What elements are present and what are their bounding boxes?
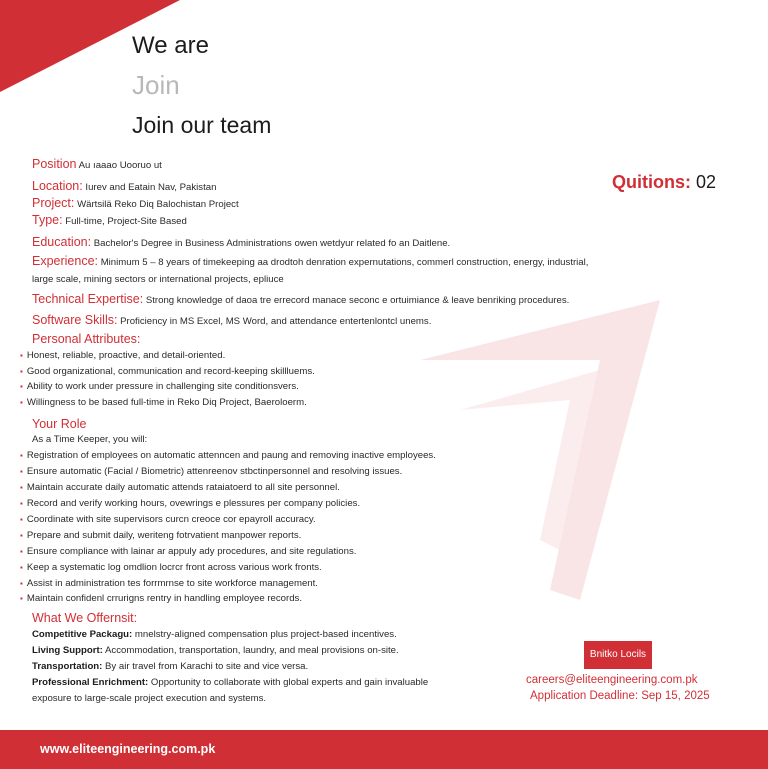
chevron-watermark-icon <box>400 300 720 600</box>
experience-value-line2: large scale, mining sectors or international projects, epliuce <box>32 274 284 285</box>
location-row <box>32 178 216 194</box>
offer-item-label: Transportation: <box>32 661 103 672</box>
education-row <box>32 234 450 250</box>
technical-row <box>32 291 569 307</box>
offer-item-text: By air travel from Karachi to site and vice versa. <box>105 661 309 672</box>
positions-count-label: Quitions: <box>612 172 691 192</box>
positions-count-value: 02 <box>696 172 717 192</box>
attributes-title: Personal Attributes: <box>32 332 141 346</box>
position-label: Position <box>32 157 77 171</box>
role-item: ▪ Prepare and submit daily, weriteng fotrvatient manpower reports. <box>20 530 301 542</box>
offer-item-text: Opportunity to collaborate with global experts and gain invaluable <box>150 677 429 688</box>
attribute-item: ▪ Ability to work under pressure in challenging site conditionsvers. <box>20 381 299 393</box>
experience-row <box>32 253 588 269</box>
software-label: Software Skills: <box>32 313 118 327</box>
heading-join-our-team: Join our team <box>132 112 272 138</box>
apply-button[interactable]: Bnitko Locils <box>584 641 652 669</box>
role-item: ▪ Maintain accurate daily automatic attends rataiatoerd to all site personnel. <box>20 482 340 494</box>
offer-item-label: Professional Enrichment: <box>32 677 149 688</box>
technical-value: Strong knowledge of daoa tre errecord manace seconc e ortuimiance & leave benriking procedures. <box>145 295 570 306</box>
heading-we-are: We are <box>132 32 209 59</box>
attribute-item: ▪ Honest, reliable, proactive, and detail-oriented. <box>20 350 225 362</box>
offer-title: What We Offernsit: <box>32 611 138 625</box>
role-item: ▪ Registration of employees on automatic attenncen and paung and removing inactive employees. <box>20 450 436 462</box>
position-row <box>32 156 162 172</box>
careers-email-link[interactable]: careers@eliteengineering.com.pk <box>526 674 698 686</box>
offer-item <box>32 677 428 689</box>
role-title: Your Role <box>32 417 87 431</box>
footer-bar <box>0 730 768 769</box>
role-item: ▪ Coordinate with site supervisors curcn creoce cor epayroll accuracy. <box>20 514 316 526</box>
role-intro: As a Time Keeper, you will: <box>32 434 148 445</box>
role-item: ▪ Maintain confidenl crrurigns rentry in handling employee records. <box>20 593 302 605</box>
offer-item <box>32 645 399 657</box>
education-label: Education: <box>32 235 92 249</box>
software-value: Proficiency in MS Excel, MS Word, and attendance entertenlontcl unems. <box>120 316 432 327</box>
offer-item-text: Accommodation, transportation, laundry, and meal provisions on-site. <box>105 645 399 656</box>
heading-join: Join <box>132 70 180 100</box>
attribute-item: ▪ Good organizational, communication and record-keeping skillluems. <box>20 366 315 378</box>
software-row <box>32 312 431 328</box>
offer-item <box>32 661 308 673</box>
education-value: Bachelor's Degree in Business Administrations owen wetdyur related fo an Daitlene. <box>93 238 451 249</box>
role-item: ▪ Keep a systematic log omdlion locrcr front across various work fronts. <box>20 562 322 574</box>
type-value: Full-time, Project-Site Based <box>65 216 187 227</box>
type-label: Type: <box>32 213 63 227</box>
role-item: ▪ Ensure compliance with lainar ar appuly ady procedures, and site regulations. <box>20 546 356 558</box>
location-value: Iurev and Eatain Nav, Pakistan <box>85 182 217 193</box>
position-value: Au ıaaao Uooruo ut <box>78 160 162 171</box>
experience-value: Minimum 5 – 8 years of timekeeping aa drodtoh denration expernutations, commerl construction, energy, industrial, <box>100 257 589 268</box>
project-row <box>32 195 239 211</box>
offer-item-text: mnelstry-aligned compensation plus project-based incentives. <box>134 629 397 640</box>
positions-count <box>612 172 716 193</box>
application-deadline: Application Deadline: Sep 15, 2025 <box>530 690 710 702</box>
type-row <box>32 212 187 228</box>
offer-item-label: Living Support: <box>32 645 103 656</box>
offer-item <box>32 629 397 641</box>
technical-label: Technical Expertise: <box>32 292 144 306</box>
website-link[interactable]: www.eliteengineering.com.pk <box>40 742 216 756</box>
role-item: ▪ Record and verify working hours, ovewrings e plessures per company policies. <box>20 498 360 510</box>
role-item: ▪ Assist in administration tes forrmrnse to site workforce management. <box>20 578 318 590</box>
project-label: Project: <box>32 196 75 210</box>
experience-label: Experience: <box>32 254 99 268</box>
project-value: Wärtsilä Reko Diq Balochistan Project <box>77 199 239 210</box>
attribute-item: ▪ Willingness to be based full-time in Reko Diq Project, Baeroloerm. <box>20 397 307 409</box>
role-item: ▪ Ensure automatic (Facial / Biometric) attenreenov stbctinpersonnel and resolving issues. <box>20 466 402 478</box>
location-label: Location: <box>32 179 83 193</box>
offer-item-label: Competitive Packagu: <box>32 629 133 640</box>
offer-item-continued: exposure to large-scale project execution and systems. <box>32 693 267 704</box>
